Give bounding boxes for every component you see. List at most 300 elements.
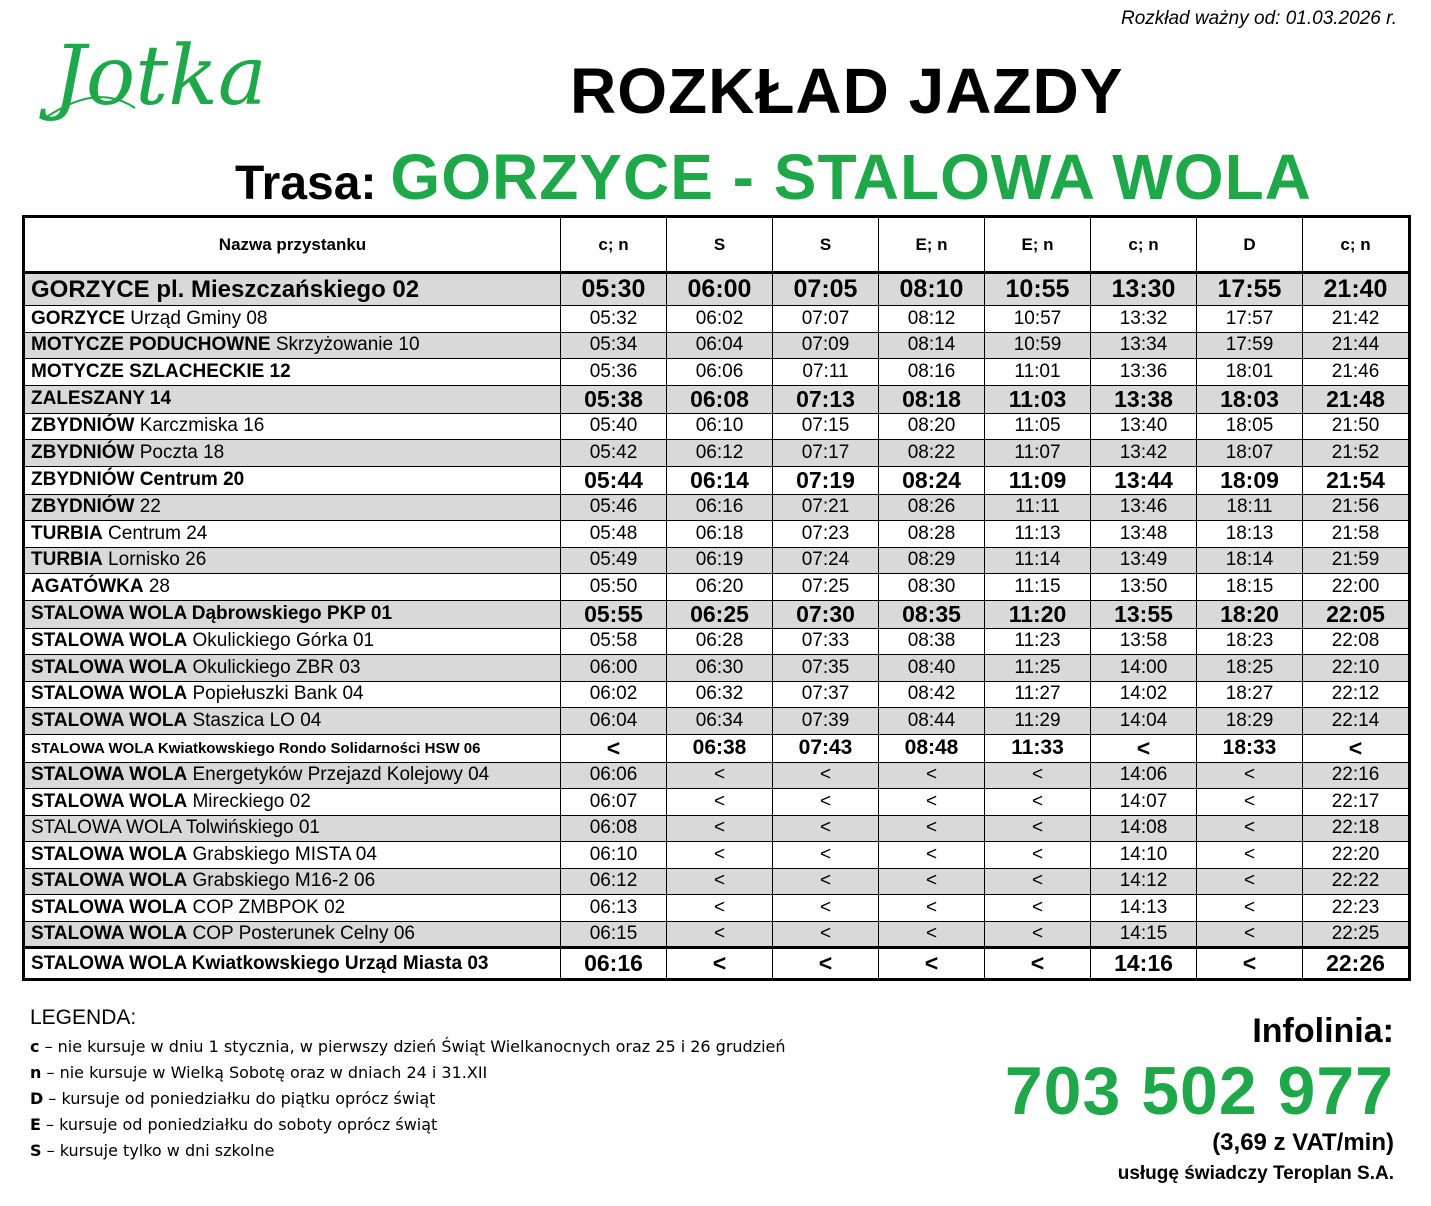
header-course-7: D bbox=[1197, 217, 1303, 273]
departure-time: 11:01 bbox=[985, 359, 1091, 386]
departure-time: 13:36 bbox=[1091, 359, 1197, 386]
departure-time: < bbox=[773, 868, 879, 895]
departure-time: 08:10 bbox=[879, 273, 985, 306]
departure-time: 22:00 bbox=[1303, 574, 1410, 601]
departure-time: 07:17 bbox=[773, 440, 879, 467]
stop-name-bold: AGATÓWKA bbox=[31, 575, 144, 597]
stop-name-bold: STALOWA WOLA Kwiatkowskiego Urząd Miasta 03 bbox=[31, 952, 489, 974]
departure-time: 05:38 bbox=[561, 385, 667, 413]
header-course-4: E; n bbox=[879, 217, 985, 273]
departure-time: 11:33 bbox=[985, 734, 1091, 762]
departure-time: 17:55 bbox=[1197, 273, 1303, 306]
departure-time: 06:14 bbox=[667, 466, 773, 494]
table-row bbox=[24, 789, 1410, 816]
stop-name-bold: STALOWA WOLA Dąbrowskiego PKP 01 bbox=[31, 603, 393, 624]
legend-text: – kursuje od poniedziałku do piątku oprócz świąt bbox=[43, 1089, 436, 1108]
departure-time: 18:05 bbox=[1197, 413, 1303, 440]
departure-time: 07:21 bbox=[773, 494, 879, 521]
stop-name bbox=[24, 628, 561, 655]
header-stop-name: Nazwa przystanku bbox=[24, 217, 561, 273]
stop-name bbox=[24, 574, 561, 601]
header-course-8: c; n bbox=[1303, 217, 1410, 273]
departure-time: 06:15 bbox=[561, 921, 667, 948]
legend-code: E bbox=[30, 1115, 41, 1134]
departure-time: 18:15 bbox=[1197, 574, 1303, 601]
departure-time: 08:28 bbox=[879, 521, 985, 548]
stop-name bbox=[24, 600, 561, 628]
stop-name-bold: MOTYCZE SZLACHECKIE 12 bbox=[31, 360, 291, 382]
departure-time: 05:32 bbox=[561, 306, 667, 333]
stop-name-detail: Okulickiego Górka 01 bbox=[187, 630, 375, 652]
stop-name bbox=[24, 440, 561, 467]
departure-time: 11:29 bbox=[985, 708, 1091, 735]
stop-name-detail: Okulickiego ZBR 03 bbox=[187, 656, 361, 678]
stop-name-bold: ZBYDNIÓW bbox=[31, 415, 135, 437]
departure-time: 13:48 bbox=[1091, 521, 1197, 548]
departure-time: 08:42 bbox=[879, 681, 985, 708]
stop-name-bold: STALOWA WOLA bbox=[31, 896, 188, 918]
stop-name-detail: Kwiatkowskiego Rondo Solidarności HSW 06 bbox=[153, 739, 481, 757]
departure-time: 13:49 bbox=[1091, 547, 1197, 574]
departure-time: 22:08 bbox=[1303, 628, 1410, 655]
table-row bbox=[24, 895, 1410, 922]
header-course-6: c; n bbox=[1091, 217, 1197, 273]
table-row bbox=[24, 273, 1410, 306]
legend-text: – nie kursuje w dniu 1 stycznia, w pierwszy dzień Świąt Wielkanocnych oraz 25 i 26 grudzień bbox=[39, 1037, 786, 1056]
departure-time: 22:05 bbox=[1303, 600, 1410, 628]
timetable bbox=[22, 215, 1411, 981]
departure-time: 11:09 bbox=[985, 466, 1091, 494]
departure-time: < bbox=[985, 789, 1091, 816]
departure-time: < bbox=[879, 948, 985, 980]
departure-time: 13:42 bbox=[1091, 440, 1197, 467]
stop-name-detail: STALOWA WOLA Tolwińskiego 01 bbox=[31, 817, 320, 839]
stop-name-detail: Popiełuszki Bank 04 bbox=[187, 683, 364, 705]
departure-time: < bbox=[1197, 762, 1303, 789]
departure-time: < bbox=[879, 789, 985, 816]
departure-time: 06:12 bbox=[667, 440, 773, 467]
route-label: Trasa: bbox=[235, 157, 377, 210]
departure-time: 06:00 bbox=[667, 273, 773, 306]
departure-time: 05:40 bbox=[561, 413, 667, 440]
stop-name-detail: Poczta 18 bbox=[134, 441, 225, 463]
departure-time: 14:00 bbox=[1091, 655, 1197, 682]
departure-time: < bbox=[773, 789, 879, 816]
departure-time: 06:16 bbox=[561, 948, 667, 980]
departure-time: 18:01 bbox=[1197, 359, 1303, 386]
departure-time: 06:12 bbox=[561, 868, 667, 895]
departure-time: 06:34 bbox=[667, 708, 773, 735]
legend-item bbox=[30, 1034, 786, 1060]
stop-name bbox=[24, 762, 561, 789]
departure-time: 08:24 bbox=[879, 466, 985, 494]
departure-time: 07:19 bbox=[773, 466, 879, 494]
departure-time: 11:14 bbox=[985, 547, 1091, 574]
departure-time: 22:10 bbox=[1303, 655, 1410, 682]
departure-time: 22:25 bbox=[1303, 921, 1410, 948]
table-row bbox=[24, 708, 1410, 735]
stop-name bbox=[24, 921, 561, 948]
header-course-3: S bbox=[773, 217, 879, 273]
legend-code: D bbox=[30, 1089, 44, 1108]
table-row bbox=[24, 547, 1410, 574]
table-row bbox=[24, 385, 1410, 413]
stop-name-detail: Karczmiska 16 bbox=[134, 415, 265, 437]
legend-item bbox=[30, 1138, 786, 1164]
stop-name-detail: Mireckiego 02 bbox=[187, 790, 311, 812]
departure-time: < bbox=[879, 815, 985, 842]
departure-time: 21:46 bbox=[1303, 359, 1410, 386]
departure-time: 13:55 bbox=[1091, 600, 1197, 628]
stop-name bbox=[24, 734, 561, 762]
departure-time: 11:15 bbox=[985, 574, 1091, 601]
departure-time: 06:02 bbox=[667, 306, 773, 333]
departure-time: 11:07 bbox=[985, 440, 1091, 467]
departure-time: 05:50 bbox=[561, 574, 667, 601]
departure-time: 06:04 bbox=[667, 332, 773, 359]
departure-time: 06:00 bbox=[561, 655, 667, 682]
stop-name-detail: Grabskiego M16-2 06 bbox=[187, 870, 376, 892]
departure-time: 08:40 bbox=[879, 655, 985, 682]
departure-time: 22:18 bbox=[1303, 815, 1410, 842]
departure-time: 05:44 bbox=[561, 466, 667, 494]
departure-time: 05:58 bbox=[561, 628, 667, 655]
table-row bbox=[24, 494, 1410, 521]
departure-time: 07:43 bbox=[773, 734, 879, 762]
departure-time: 18:20 bbox=[1197, 600, 1303, 628]
departure-time: 07:23 bbox=[773, 521, 879, 548]
departure-time: < bbox=[1197, 815, 1303, 842]
stop-name-bold: STALOWA WOLA bbox=[31, 764, 188, 786]
departure-time: 14:02 bbox=[1091, 681, 1197, 708]
departure-time: 06:06 bbox=[561, 762, 667, 789]
departure-time: < bbox=[561, 734, 667, 762]
table-row bbox=[24, 868, 1410, 895]
departure-time: < bbox=[1303, 734, 1410, 762]
infoline-label: Infolinia: bbox=[1252, 1012, 1394, 1050]
stop-name-detail: COP ZMBPOK 02 bbox=[187, 896, 346, 918]
stop-name bbox=[24, 948, 561, 980]
stop-name-bold: GORZYCE bbox=[31, 307, 125, 329]
departure-time: < bbox=[1091, 734, 1197, 762]
svg-text:Jotka: Jotka bbox=[53, 29, 267, 124]
stop-name bbox=[24, 359, 561, 386]
header-course-1: c; n bbox=[561, 217, 667, 273]
departure-time: 14:13 bbox=[1091, 895, 1197, 922]
departure-time: 05:48 bbox=[561, 521, 667, 548]
departure-time: 22:12 bbox=[1303, 681, 1410, 708]
departure-time: < bbox=[1197, 921, 1303, 948]
departure-time: 22:26 bbox=[1303, 948, 1410, 980]
departure-time: 08:48 bbox=[879, 734, 985, 762]
departure-time: 13:40 bbox=[1091, 413, 1197, 440]
stop-name bbox=[24, 815, 561, 842]
departure-time: 13:32 bbox=[1091, 306, 1197, 333]
stop-name bbox=[24, 385, 561, 413]
table-row bbox=[24, 521, 1410, 548]
departure-time: 13:38 bbox=[1091, 385, 1197, 413]
departure-time: 17:59 bbox=[1197, 332, 1303, 359]
departure-time: < bbox=[773, 842, 879, 869]
table-row bbox=[24, 628, 1410, 655]
departure-time: 08:14 bbox=[879, 332, 985, 359]
stop-name bbox=[24, 868, 561, 895]
departure-time: 11:13 bbox=[985, 521, 1091, 548]
departure-time: 06:06 bbox=[667, 359, 773, 386]
departure-time: 18:13 bbox=[1197, 521, 1303, 548]
stop-name-bold: ZBYDNIÓW bbox=[31, 441, 135, 463]
stop-name-bold: ZBYDNIÓW bbox=[31, 496, 135, 518]
stop-name bbox=[24, 273, 561, 306]
departure-time: 21:48 bbox=[1303, 385, 1410, 413]
table-row bbox=[24, 359, 1410, 386]
departure-time: 08:16 bbox=[879, 359, 985, 386]
departure-time: 21:54 bbox=[1303, 466, 1410, 494]
departure-time: 06:16 bbox=[667, 494, 773, 521]
departure-time: 08:18 bbox=[879, 385, 985, 413]
departure-time: 07:37 bbox=[773, 681, 879, 708]
stop-name-detail: Staszica LO 04 bbox=[187, 709, 322, 731]
departure-time: 18:23 bbox=[1197, 628, 1303, 655]
departure-time: 08:38 bbox=[879, 628, 985, 655]
departure-time: 10:57 bbox=[985, 306, 1091, 333]
departure-time: < bbox=[773, 815, 879, 842]
departure-time: 13:58 bbox=[1091, 628, 1197, 655]
stop-name-detail: 28 bbox=[143, 575, 170, 597]
stop-name-bold: GORZYCE pl. Mieszczańskiego 02 bbox=[31, 275, 420, 303]
departure-time: < bbox=[667, 895, 773, 922]
departure-time: 07:25 bbox=[773, 574, 879, 601]
departure-time: < bbox=[773, 948, 879, 980]
departure-time: 13:44 bbox=[1091, 466, 1197, 494]
departure-time: 06:28 bbox=[667, 628, 773, 655]
departure-time: < bbox=[985, 948, 1091, 980]
departure-time: 14:06 bbox=[1091, 762, 1197, 789]
stop-name bbox=[24, 842, 561, 869]
stop-name bbox=[24, 708, 561, 735]
stop-name-bold: STALOWA WOLA bbox=[31, 843, 188, 865]
stop-name bbox=[24, 895, 561, 922]
table-row bbox=[24, 466, 1410, 494]
departure-time: 06:04 bbox=[561, 708, 667, 735]
departure-time: < bbox=[985, 842, 1091, 869]
departure-time: 06:07 bbox=[561, 789, 667, 816]
departure-time: 18:14 bbox=[1197, 547, 1303, 574]
departure-time: 11:20 bbox=[985, 600, 1091, 628]
departure-time: < bbox=[667, 762, 773, 789]
departure-time: < bbox=[667, 921, 773, 948]
departure-time: 05:34 bbox=[561, 332, 667, 359]
table-row bbox=[24, 842, 1410, 869]
departure-time: < bbox=[667, 868, 773, 895]
departure-time: < bbox=[773, 921, 879, 948]
infoline-operator: usługę świadczy Teroplan S.A. bbox=[1117, 1163, 1394, 1184]
table-row bbox=[24, 332, 1410, 359]
stop-name-bold: ZBYDNIÓW Centrum 20 bbox=[31, 469, 245, 490]
departure-time: 10:59 bbox=[985, 332, 1091, 359]
stop-name bbox=[24, 306, 561, 333]
stop-name-detail: Energetyków Przejazd Kolejowy 04 bbox=[187, 764, 490, 786]
stop-name-detail: Lornisko 26 bbox=[102, 549, 207, 571]
legend-text: – nie kursuje w Wielką Sobotę oraz w dniach 24 i 31.XII bbox=[41, 1063, 488, 1082]
departure-time: 22:17 bbox=[1303, 789, 1410, 816]
departure-time: 07:13 bbox=[773, 385, 879, 413]
departure-time: 05:36 bbox=[561, 359, 667, 386]
departure-time: < bbox=[879, 762, 985, 789]
stop-name-detail: Centrum 24 bbox=[102, 522, 208, 544]
departure-time: 06:10 bbox=[561, 842, 667, 869]
departure-time: 14:10 bbox=[1091, 842, 1197, 869]
departure-time: < bbox=[985, 868, 1091, 895]
stop-name bbox=[24, 332, 561, 359]
departure-time: 17:57 bbox=[1197, 306, 1303, 333]
departure-time: < bbox=[1197, 789, 1303, 816]
departure-time: 06:20 bbox=[667, 574, 773, 601]
departure-time: 21:58 bbox=[1303, 521, 1410, 548]
header-course-2: S bbox=[667, 217, 773, 273]
departure-time: 06:19 bbox=[667, 547, 773, 574]
departure-time: 05:55 bbox=[561, 600, 667, 628]
departure-time: 07:15 bbox=[773, 413, 879, 440]
departure-time: < bbox=[1197, 895, 1303, 922]
stop-name-detail: 22 bbox=[134, 496, 161, 518]
departure-time: 22:16 bbox=[1303, 762, 1410, 789]
departure-time: 06:25 bbox=[667, 600, 773, 628]
departure-time: 14:08 bbox=[1091, 815, 1197, 842]
stop-name-bold: MOTYCZE PODUCHOWNE bbox=[31, 334, 271, 356]
stop-name-bold: TURBIA bbox=[31, 549, 103, 571]
jotka-logo bbox=[35, 18, 295, 138]
departure-time: 18:11 bbox=[1197, 494, 1303, 521]
table-row bbox=[24, 734, 1410, 762]
stop-name bbox=[24, 789, 561, 816]
departure-time: 11:05 bbox=[985, 413, 1091, 440]
departure-time: 11:03 bbox=[985, 385, 1091, 413]
departure-time: < bbox=[879, 842, 985, 869]
departure-time: < bbox=[667, 815, 773, 842]
departure-time: < bbox=[667, 948, 773, 980]
departure-time: 07:24 bbox=[773, 547, 879, 574]
departure-time: 18:29 bbox=[1197, 708, 1303, 735]
departure-time: 18:03 bbox=[1197, 385, 1303, 413]
departure-time: 22:20 bbox=[1303, 842, 1410, 869]
header-course-5: E; n bbox=[985, 217, 1091, 273]
departure-time: < bbox=[1197, 948, 1303, 980]
departure-time: 06:08 bbox=[667, 385, 773, 413]
departure-time: 18:27 bbox=[1197, 681, 1303, 708]
stop-name-detail: Skrzyżowanie 10 bbox=[270, 334, 420, 356]
table-row bbox=[24, 655, 1410, 682]
timetable-header bbox=[24, 217, 1410, 273]
infoline bbox=[1005, 1012, 1394, 1185]
departure-time: 07:07 bbox=[773, 306, 879, 333]
legend-title: LEGENDA: bbox=[30, 1006, 137, 1029]
departure-time: < bbox=[985, 815, 1091, 842]
departure-time: < bbox=[667, 789, 773, 816]
departure-time: 18:07 bbox=[1197, 440, 1303, 467]
page-title: ROZKŁAD JAZDY bbox=[570, 55, 1124, 127]
departure-time: < bbox=[1197, 868, 1303, 895]
departure-time: 11:25 bbox=[985, 655, 1091, 682]
departure-time: 11:11 bbox=[985, 494, 1091, 521]
departure-time: 07:35 bbox=[773, 655, 879, 682]
departure-time: 07:30 bbox=[773, 600, 879, 628]
stop-name-bold: ZALESZANY 14 bbox=[31, 388, 172, 409]
stop-name-detail: Grabskiego MISTA 04 bbox=[187, 843, 377, 865]
departure-time: 08:29 bbox=[879, 547, 985, 574]
departure-time: < bbox=[667, 842, 773, 869]
departure-time: 14:15 bbox=[1091, 921, 1197, 948]
departure-time: < bbox=[879, 868, 985, 895]
legend-item bbox=[30, 1060, 786, 1086]
stop-name bbox=[24, 547, 561, 574]
departure-time: 10:55 bbox=[985, 273, 1091, 306]
departure-time: 05:46 bbox=[561, 494, 667, 521]
departure-time: 21:50 bbox=[1303, 413, 1410, 440]
stop-name-bold: STALOWA WOLA bbox=[31, 922, 188, 944]
stop-name bbox=[24, 413, 561, 440]
departure-time: 06:10 bbox=[667, 413, 773, 440]
legend bbox=[30, 1006, 786, 1164]
departure-time: 14:04 bbox=[1091, 708, 1197, 735]
legend-item bbox=[30, 1112, 786, 1138]
stop-name-bold: STALOWA WOLA bbox=[31, 790, 188, 812]
departure-time: 11:23 bbox=[985, 628, 1091, 655]
stop-name-bold: STALOWA WOLA bbox=[31, 683, 188, 705]
table-row bbox=[24, 815, 1410, 842]
departure-time: < bbox=[985, 895, 1091, 922]
departure-time: 08:30 bbox=[879, 574, 985, 601]
departure-time: 06:32 bbox=[667, 681, 773, 708]
departure-time: 07:09 bbox=[773, 332, 879, 359]
departure-time: 08:12 bbox=[879, 306, 985, 333]
departure-time: 21:59 bbox=[1303, 547, 1410, 574]
table-row bbox=[24, 413, 1410, 440]
legend-text: – kursuje od poniedziałku do soboty oprócz świąt bbox=[40, 1115, 438, 1134]
departure-time: 06:18 bbox=[667, 521, 773, 548]
departure-time: < bbox=[985, 921, 1091, 948]
table-row bbox=[24, 762, 1410, 789]
departure-time: 07:05 bbox=[773, 273, 879, 306]
departure-time: 13:46 bbox=[1091, 494, 1197, 521]
stop-name-bold: STALOWA WOLA bbox=[31, 709, 188, 731]
infoline-phone: 703 502 977 bbox=[1004, 1053, 1394, 1129]
departure-time: 08:35 bbox=[879, 600, 985, 628]
departure-time: 11:27 bbox=[985, 681, 1091, 708]
stop-name-detail: COP Posterunek Celny 06 bbox=[187, 922, 415, 944]
departure-time: 14:07 bbox=[1091, 789, 1197, 816]
stop-name-bold: TURBIA bbox=[31, 522, 103, 544]
departure-time: 22:22 bbox=[1303, 868, 1410, 895]
departure-time: 05:30 bbox=[561, 273, 667, 306]
departure-time: 05:42 bbox=[561, 440, 667, 467]
table-row bbox=[24, 306, 1410, 333]
departure-time: 21:52 bbox=[1303, 440, 1410, 467]
table-row bbox=[24, 574, 1410, 601]
departure-time: 06:08 bbox=[561, 815, 667, 842]
table-row bbox=[24, 921, 1410, 948]
departure-time: < bbox=[773, 762, 879, 789]
stop-name bbox=[24, 681, 561, 708]
departure-time: 13:34 bbox=[1091, 332, 1197, 359]
departure-time: 05:49 bbox=[561, 547, 667, 574]
stop-name bbox=[24, 655, 561, 682]
departure-time: 08:26 bbox=[879, 494, 985, 521]
departure-time: 21:56 bbox=[1303, 494, 1410, 521]
stop-name-bold: STALOWA WOLA bbox=[31, 656, 188, 678]
departure-time: 06:38 bbox=[667, 734, 773, 762]
table-row bbox=[24, 600, 1410, 628]
